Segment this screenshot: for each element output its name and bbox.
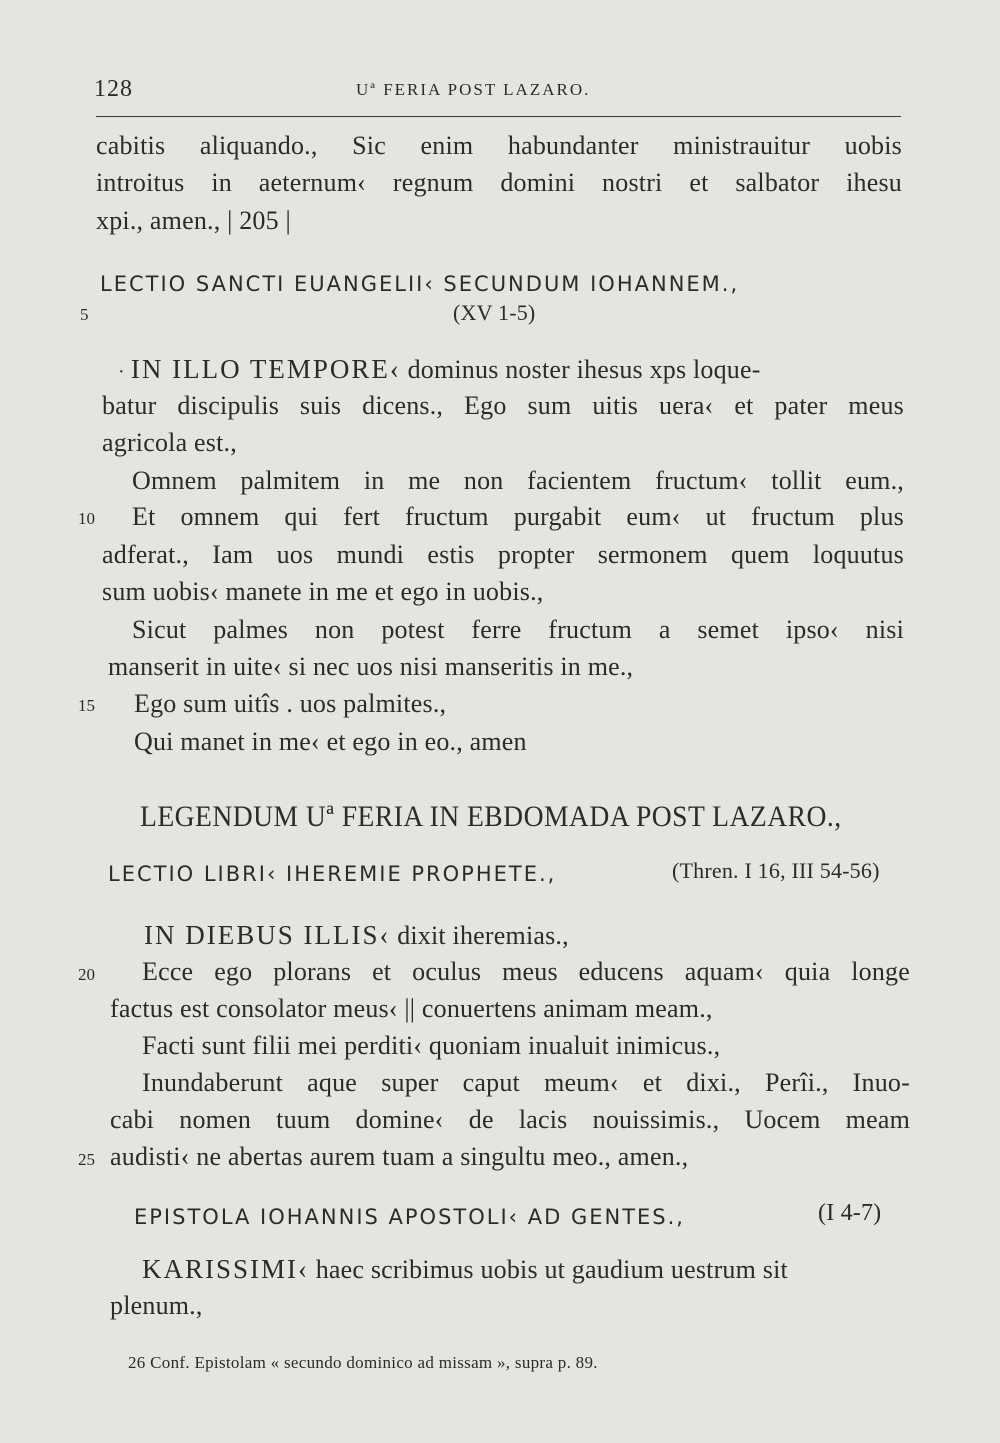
text-line: audisti‹ ne abertas aurem tuam a singultu meo., amen., — [110, 1142, 689, 1171]
text-segment: dominus noster ihesus xps loque- — [407, 355, 761, 384]
section-heading: EPISTOLA IOHANNIS APOSTOLI‹ AD GENTES., — [134, 1205, 685, 1229]
text-line: adferat., Iam uos mundi estis propter sermonem quem loquutus — [102, 540, 904, 569]
text-line: Omnem palmitem in me non facientem fructum‹ tollit eum., — [132, 466, 904, 495]
text-segment: dixit iheremias., — [397, 921, 569, 950]
incipit: IN DIEBUS ILLIS‹ — [144, 920, 391, 950]
text-line: cabitis aliquando., Sic enim habundanter ministrauitur uobis — [96, 131, 902, 160]
text-line: cabi nomen tuum domine‹ de lacis nouissimis., Uocem meam — [110, 1105, 910, 1134]
text-line: Facti sunt filii mei perditi‹ quoniam inualuit inimicus., — [142, 1031, 721, 1060]
page-header — [94, 76, 904, 106]
incipit: IN ILLO TEMPORE‹ — [130, 354, 401, 384]
text-line: factus est consolator meus‹ || conuertens animam meam., — [110, 994, 713, 1023]
running-title: Uª FERIA POST LAZARO. — [356, 80, 591, 99]
section-reference: (I 4-7) — [818, 1200, 882, 1226]
text-line: · IN ILLO TEMPORE‹ dominus noster ihesus xps loque- — [118, 354, 761, 384]
text-line: Sicut palmes non potest ferre fructum a semet ipso‹ nisi — [132, 615, 904, 644]
line-number: 15 — [78, 696, 95, 715]
footnote: 26 Conf. Epistolam « secundo dominico ad missam », supra p. 89. — [128, 1353, 598, 1372]
text-line: Ecce ego plorans et oculus meus educens aquam‹ quia longe — [142, 957, 910, 986]
text-line: xpi., amen., | 205 | — [96, 206, 291, 235]
section-heading: LEGENDUM Uª FERIA IN EBDOMADA POST LAZARO., — [140, 800, 842, 833]
text-line: Et omnem qui fert fructum purgabit eum‹ ut fructum plus — [132, 502, 904, 531]
text-line: batur discipulis suis dicens., Ego sum uitis uera‹ et pater meus — [102, 391, 904, 420]
page-number: 128 — [94, 76, 133, 102]
header-rule — [96, 116, 901, 117]
line-number: 10 — [78, 509, 95, 528]
text-line: Qui manet in me‹ et ego in eo., amen — [134, 727, 527, 756]
text-line: sum uobis‹ manete in me et ego in uobis., — [102, 577, 544, 606]
text-segment: haec scribimus uobis ut gaudium uestrum sit — [315, 1255, 788, 1284]
text-line: Inundaberunt aque super caput meum‹ et dixi., Perîi., Inuo- — [142, 1068, 910, 1097]
line-number: 25 — [78, 1150, 95, 1169]
section-heading: LECTIO SANCTI EUANGELII‹ SECUNDUM IOHANNEM., — [100, 272, 740, 296]
line-number: 20 — [78, 965, 95, 984]
section-heading: LECTIO LIBRI‹ IHEREMIE PROPHETE., — [108, 862, 557, 886]
text-line: plenum., — [110, 1291, 203, 1320]
text-line: Ego sum uitîs . uos palmites., — [134, 689, 447, 718]
text-line — [142, 1254, 788, 1285]
text-line: agricola est., — [102, 428, 237, 457]
incipit: KARISSIMI‹ — [142, 1254, 310, 1284]
line-number: 5 — [80, 305, 89, 324]
text-line: introitus in aeternum‹ regnum domini nostri et salbator ihesu — [96, 168, 902, 197]
section-reference: (Thren. I 16, III 54-56) — [672, 858, 880, 883]
text-line — [144, 920, 569, 951]
section-reference: (XV 1-5) — [453, 300, 536, 325]
text-line: manserit in uite‹ si nec uos nisi manseritis in me., — [108, 652, 634, 681]
